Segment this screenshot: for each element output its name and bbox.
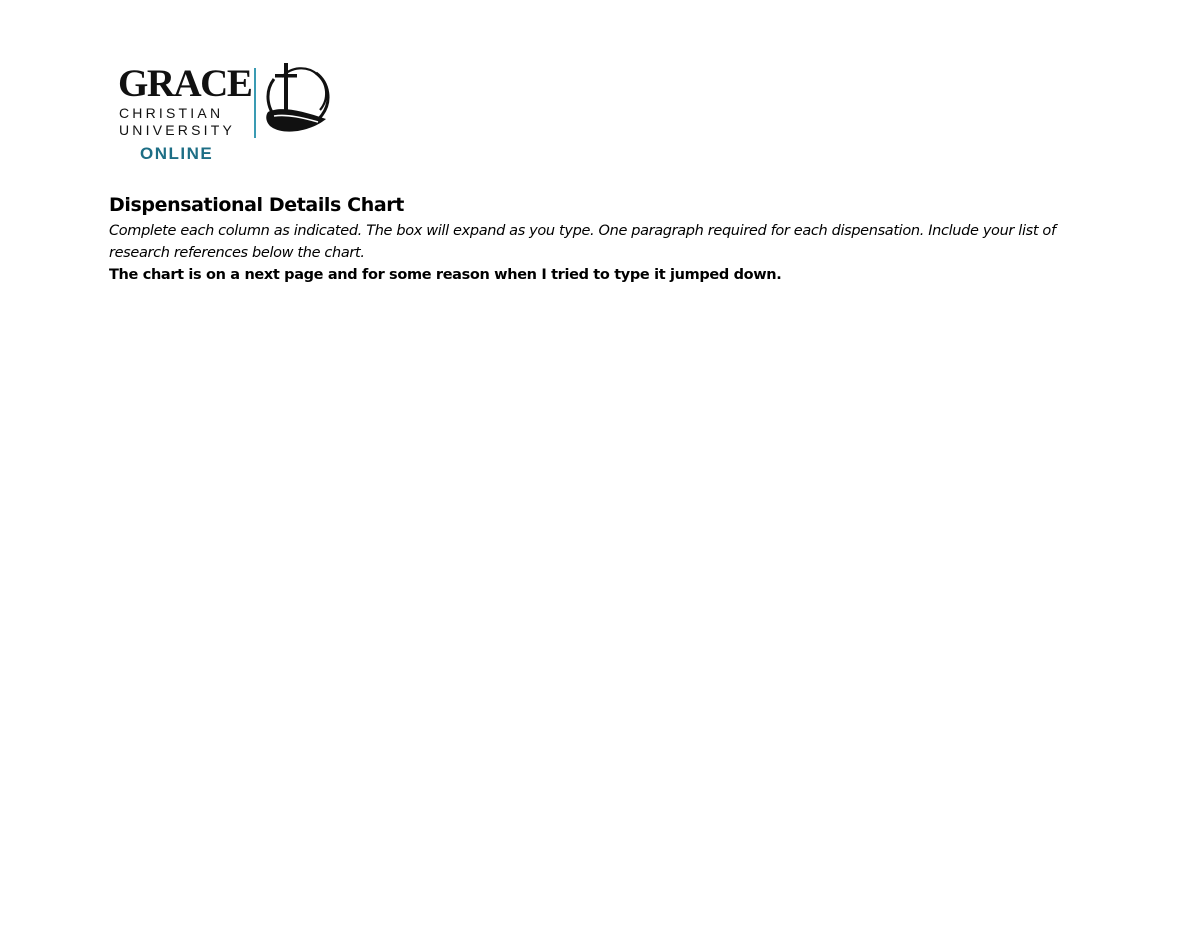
cross-globe-icon <box>260 62 332 136</box>
logo-text-grace: GRACE <box>118 62 252 105</box>
logo-text-university: UNIVERSITY <box>119 122 236 138</box>
student-note: The chart is on a next page and for some reason when I tried to type it jumped down. <box>109 267 782 283</box>
logo-text-christian: CHRISTIAN <box>119 105 224 121</box>
document-title: Dispensational Details Chart <box>109 194 404 216</box>
logo-divider <box>254 68 256 138</box>
instructions-text: Complete each column as indicated. The box will expand as you type. One paragraph required for each dispensation. Include your list of research references below the chart. <box>109 223 1056 261</box>
university-logo <box>118 62 333 166</box>
logo-text-online: ONLINE <box>140 144 214 163</box>
